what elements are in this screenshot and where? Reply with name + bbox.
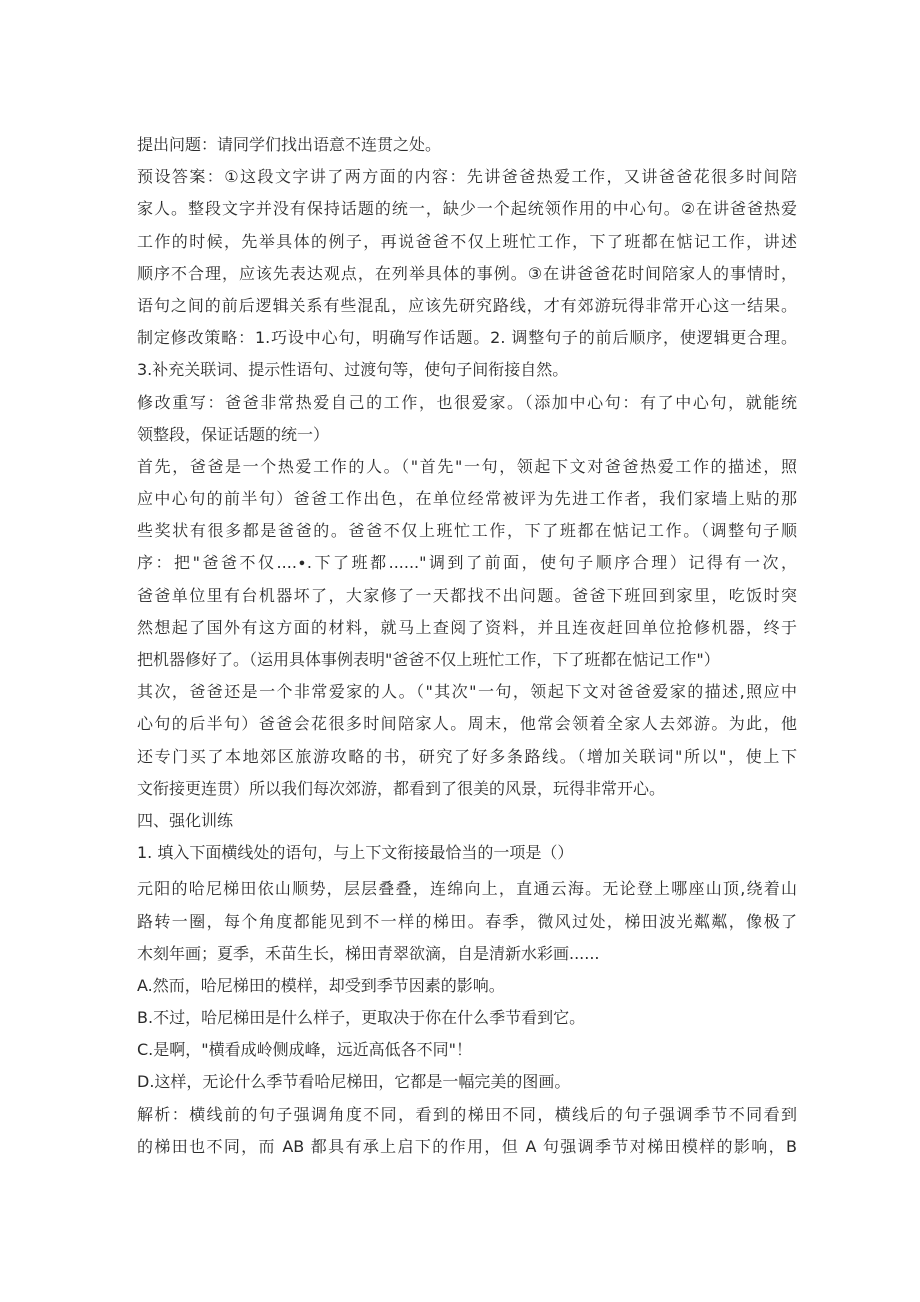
- text-line: 工作的时候，先举具体的例子，再说爸爸不仅上班忙工作，下了班都在惦记工作，讲述: [137, 231, 797, 251]
- text-line: 四、强化训练: [137, 810, 234, 830]
- text-line: 家人。整段文字并没有保持话题的统一，缺少一个起统领作用的中心句。②在讲爸爸热爱: [137, 199, 797, 219]
- document-body: [137, 129, 797, 1163]
- text-line: 提出问题：请同学们找出语意不连贯之处。: [137, 135, 442, 154]
- text-line: 解析：横线前的句子强调角度不同，看到的梯田不同，横线后的句子强调季节不同看到: [137, 1104, 797, 1124]
- text-line: 制定修改策略：1.巧设中心句，明确写作话题。2. 调整句子的前后顺序，使逻辑更合理。: [137, 328, 797, 348]
- text-line: 然想起了国外有这方面的材料，就马上查阅了资料，并且连夜赶回单位抢修机器，终于: [137, 617, 797, 637]
- text-line: 3.补充关联词、提示性语句、过渡句等，使句子间衔接自然。: [137, 360, 569, 380]
- text-line: C.是啊，"横看成岭侧成峰，远近高低各不同"！: [137, 1040, 472, 1060]
- text-line: 序：把"爸爸不仅....∙.下了班都......"调到了前面，使句子顺序合理）记得有一次，: [137, 553, 797, 573]
- text-line: D.这样，无论什么季节看哈尼梯田，它都是一幅完美的图画。: [137, 1072, 571, 1092]
- text-line: 修改重写：爸爸非常热爱自己的工作，也很爱家。（添加中心句：有了中心句，就能统: [137, 392, 797, 412]
- text-line: 些奖状有很多都是爸爸的。爸爸不仅上班忙工作，下了班都在惦记工作。（调整句子顺: [137, 521, 797, 541]
- text-line: A.然而，哈尼梯田的模样，却受到季节因素的影响。: [137, 975, 505, 995]
- text-line: 顺序不合理，应该先表达观点，在列举具体的事例。③在讲爸爸花时间陪家人的事情时，: [137, 263, 797, 283]
- text-line: 语句之间的前后逻辑关系有些混乱，应该先研究路线，才有郊游玩得非常开心这一结果。: [137, 295, 797, 315]
- text-line: 1. 填入下面横线处的语句，与上下文衔接最恰当的一项是（）: [137, 843, 574, 863]
- text-line: 把机器修好了。（运用具体事例表明"爸爸不仅上班忙工作，下了班都在惦记工作"）: [137, 650, 720, 669]
- text-line: 领整段，保证话题的统一）: [137, 424, 330, 444]
- text-line: 其次，爸爸还是一个非常爱家的人。（"其次"一句，领起下文对爸爸爱家的描述,照应中: [137, 682, 797, 702]
- text-line: B.不过，哈尼梯田是什么样子，更取决于你在什么季节看到它。: [137, 1008, 586, 1028]
- text-line: 路转一圈，每个角度都能见到不一样的梯田。春季，微风过处，梯田波光粼粼，像极了: [137, 911, 797, 931]
- text-line: 木刻年画；夏季，禾苗生长，梯田青翠欲滴，自是清新水彩画......: [137, 943, 600, 963]
- text-line: 应中心句的前半句）爸爸工作出色，在单位经常被评为先进工作者，我们家墙上贴的那: [137, 489, 797, 509]
- text-line: 心句的后半句）爸爸会花很多时间陪家人。周末，他常会领着全家人去郊游。为此，他: [137, 714, 797, 734]
- text-line: 爸爸单位里有台机器坏了，大家修了一天都找不出问题。爸爸下班回到家里，吃饭时突: [137, 585, 797, 605]
- text-line: 文衔接更连贯）所以我们每次郊游，都看到了很美的风景，玩得非常开心。: [137, 778, 666, 798]
- text-line: 的梯田也不同，而 AB 都具有承上启下的作用，但 A 句强调季节对梯田模样的影响，B: [137, 1136, 797, 1156]
- text-line: 还专门买了本地郊区旅游攻略的书，研究了好多条路线。（增加关联词"所以"，使上下: [137, 746, 797, 766]
- text-line: 元阳的哈尼梯田依山顺势，层层叠叠，连绵向上，直通云海。无论登上哪座山顶,绕着山: [137, 879, 797, 899]
- text-line: 预设答案：①这段文字讲了两方面的内容：先讲爸爸热爱工作，又讲爸爸花很多时间陪: [137, 167, 797, 187]
- text-line: 首先，爸爸是一个热爱工作的人。（"首先"一句，领起下文对爸爸热爱工作的描述，照: [137, 456, 797, 476]
